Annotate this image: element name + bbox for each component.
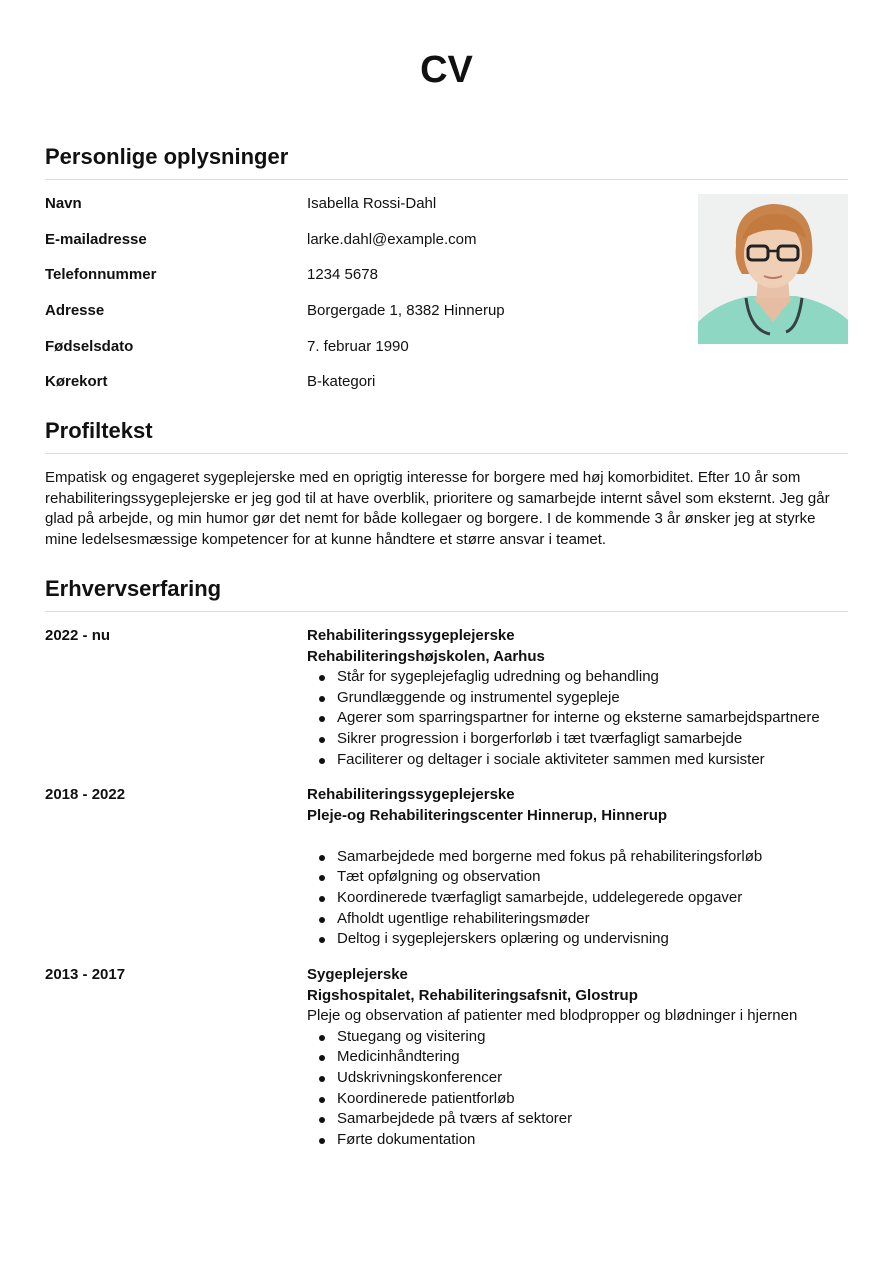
job-description	[307, 826, 848, 847]
field-label: Adresse	[45, 302, 105, 319]
field-label: Navn	[45, 195, 82, 212]
job-title: Sygeplejerske	[307, 966, 408, 983]
section-title-personal: Personlige oplysninger	[45, 143, 848, 180]
job-period: 2022 - nu	[45, 627, 111, 644]
job-period: 2013 - 2017	[45, 966, 126, 983]
job-duties-list	[307, 667, 848, 770]
list-item: Faciliterer og deltager i sociale aktiviteter sammen med kursister	[337, 750, 848, 771]
field-label: E-mailadresse	[45, 231, 147, 248]
list-item: Udskrivningskonferencer	[337, 1068, 848, 1089]
field-label: Telefonnummer	[45, 266, 157, 283]
field-value: Isabella Rossi-Dahl	[307, 195, 437, 212]
portrait-illustration	[698, 194, 848, 344]
profile-photo	[698, 194, 848, 344]
list-item: Afholdt ugentlige rehabiliteringsmøder	[337, 909, 848, 930]
section-title-experience: Erhvervserfaring	[45, 575, 848, 612]
job-title: Rehabiliteringssygeplejerske	[307, 627, 515, 644]
list-item: Deltog i sygeplejerskers oplæring og undervisning	[337, 929, 848, 950]
job-company: Rehabiliteringshøjskolen, Aarhus	[307, 647, 545, 665]
field-value: 7. februar 1990	[307, 338, 409, 355]
field-value: larke.dahl@example.com	[307, 231, 477, 248]
list-item: Stuegang og visitering	[337, 1027, 848, 1048]
list-item: Grundlæggende og instrumentel sygepleje	[337, 688, 848, 709]
job-body	[307, 785, 848, 950]
list-item: Førte dokumentation	[337, 1130, 848, 1151]
list-item: Medicinhåndtering	[337, 1047, 848, 1068]
list-item: Koordinerede tværfagligt samarbejde, uddelegerede opgaver	[337, 888, 848, 909]
section-title-profile: Profiltekst	[45, 417, 848, 454]
field-value: B-kategori	[307, 373, 376, 390]
job-body	[307, 626, 848, 770]
profile-text: Empatisk og engageret sygeplejerske med en oprigtig interesse for borgere med høj komorbiditet. Efter 10 år som rehabiliteringssygeplejerske er jeg god til at have overblik, prioritere og samarbejde internt såvel som eksternt. Jeg går glad på arbejde, og min humor gør det nemt for både kollegaer og borgere. I de kommende 3 år ønsker jeg at styrke mine ledelsesmæssige kompetencer for at kunne håndtere et større ansvar i teamet.	[45, 469, 830, 548]
list-item: Tæt opfølgning og observation	[337, 867, 848, 888]
job-title: Rehabiliteringssygeplejerske	[307, 786, 515, 803]
list-item: Står for sygeplejefaglig udredning og behandling	[337, 667, 848, 688]
job-period: 2018 - 2022	[45, 786, 126, 803]
job-company: Rigshospitalet, Rehabiliteringsafsnit, Glostrup	[307, 986, 638, 1004]
list-item: Samarbejdede med borgerne med fokus på rehabiliteringsforløb	[337, 847, 848, 868]
job-body	[307, 965, 848, 1150]
job-description: Pleje og observation af patienter med blodpropper og blødninger i hjernen	[307, 1007, 798, 1025]
field-value: Borgergade 1, 8382 Hinnerup	[307, 302, 505, 319]
field-value: 1234 5678	[307, 266, 378, 283]
page-title: CV	[420, 49, 473, 91]
field-label: Fødselsdato	[45, 338, 134, 355]
field-label: Kørekort	[45, 373, 108, 390]
list-item: Sikrer progression i borgerforløb i tæt tværfagligt samarbejde	[337, 729, 848, 750]
job-company: Pleje-og Rehabiliteringscenter Hinnerup, Hinnerup	[307, 806, 668, 824]
job-duties-list	[307, 1027, 848, 1151]
list-item: Samarbejdede på tværs af sektorer	[337, 1109, 848, 1130]
list-item: Koordinerede patientforløb	[337, 1089, 848, 1110]
list-item: Agerer som sparringspartner for interne og eksterne samarbejdspartnere	[337, 708, 848, 729]
job-duties-list	[307, 847, 848, 950]
